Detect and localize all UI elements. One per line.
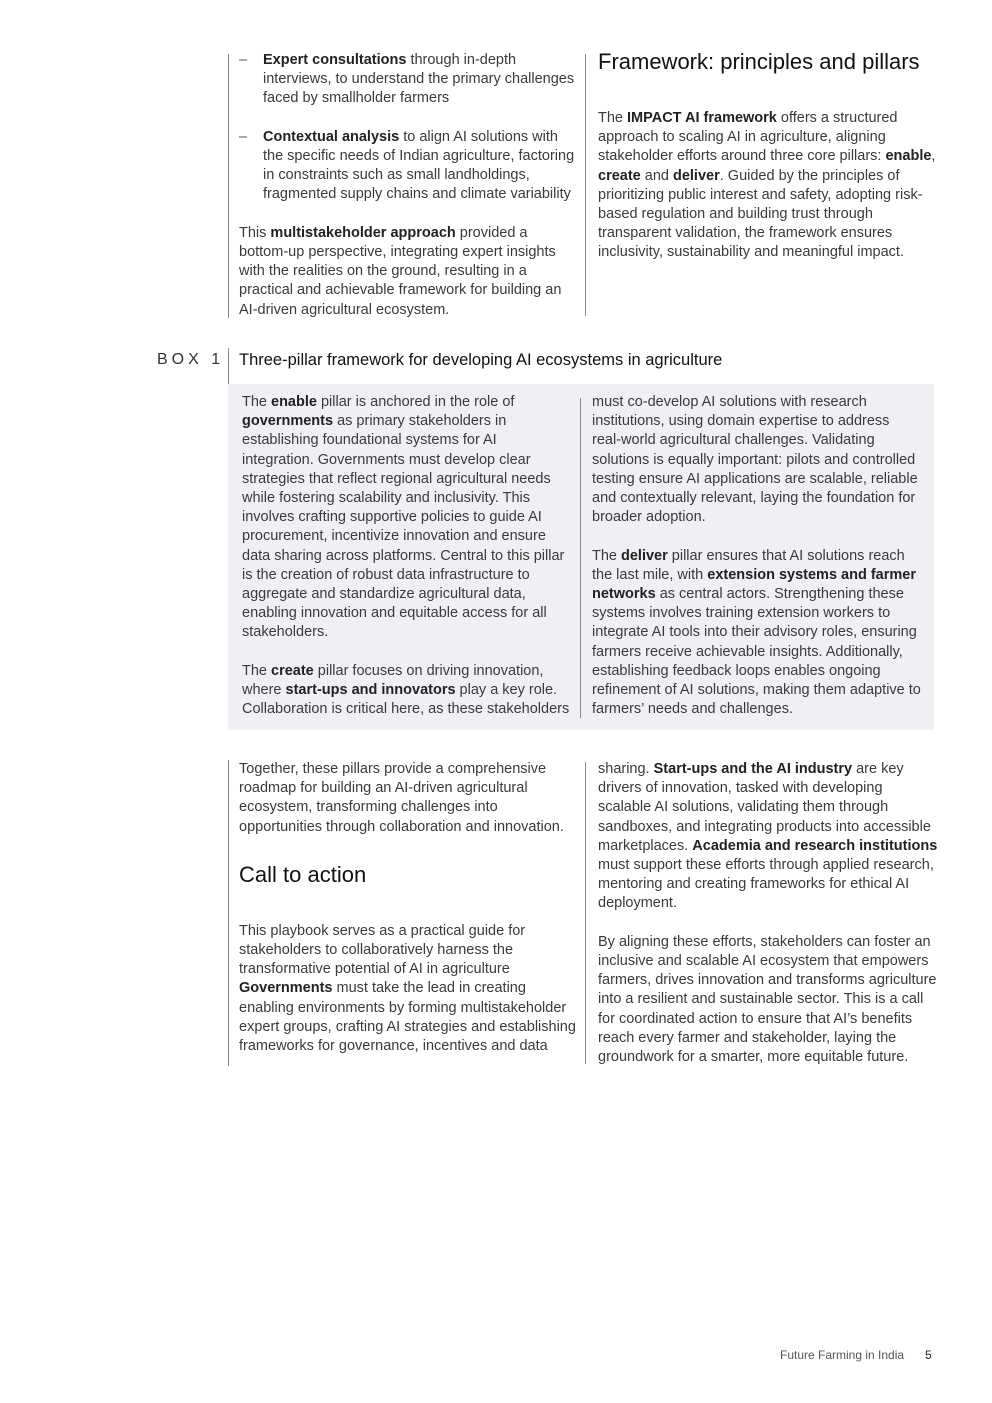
bottom-right-column [598,760,938,1086]
bullet-item: – Contextual analysis to align AI solutions with the specific needs of Indian agriculture, factoring in constraints such as small landholdings, fragmented supply chains and climate variability [239,128,575,203]
playbook-paragraph: This playbook serves as a practical guide for stakeholders to collaboratively harness the transformative potential of AI in agriculture Governments must take the lead in creating enabling environments by forming multistakeholder expert groups, crafting AI strategies and establishing frameworks for governance, incentives and data [239,922,576,1055]
enable-paragraph: The enable pillar is anchored in the role of governments as primary stakeholders in establishing foundational systems for AI integration. Governments must develop clear strategies that reflect regional agricultural needs while fostering scalability and inclusivity. This involves crafting supportive policies to guide AI procurement, incentivize innovation and ensure data sharing across platforms. Central to this pillar is the creation of robust data infrastructure to aggregate and standardize agricultural data, enabling innovation and equitable access for all stakeholders. [242,394,565,641]
left-rule-top [228,54,229,318]
page-number: 5 [925,1348,932,1362]
box-center-rule [580,398,581,718]
pillars-summary-paragraph: Together, these pillars provide a comprehensive roadmap for building an AI-driven agricultural ecosystem, transforming challenges into opportunities through collaboration and innovation. [239,761,564,835]
footer-title: Future Farming in India [780,1348,905,1362]
center-rule-top [585,54,586,316]
create-paragraph: The create pillar focuses on driving innovation, where start-ups and innovators play a key role. Collaboration is critical here, as these stakeholders [242,662,570,718]
box-title: Three-pillar framework for developing AI ecosystems in agriculture [239,351,723,369]
box-right-column [592,393,922,739]
bullet-item: – Expert consultations through in-depth interviews, to understand the primary challenges faced by smallholder farmers [239,52,575,107]
top-left-column [239,51,577,339]
framework-heading: Framework: principles and pillars [598,49,920,74]
box-label: BOX 1 [157,351,225,368]
framework-paragraph: The IMPACT AI framework offers a structured approach to scaling AI in agriculture, aligning stakeholder efforts around three core pillars: enable, create and deliver. Guided by the principles of prioritizing public interest and safety, adopting risk-based regulation and building trust through transparent validation, the framework ensures inclusivity, sustainability and meaningful impact. [598,110,936,261]
left-rule-bottom [228,760,229,1066]
stakeholders-paragraph: sharing. Start-ups and the AI industry are key drivers of innovation, tasked with developing scalable AI solutions, validating them through sandboxes, and integrating products into accessible marketplaces. Academia and research institutions must support these efforts through applied research, mentoring and creating frameworks for ethical AI deployment. [598,761,938,912]
closing-paragraph: By aligning these efforts, stakeholders can foster an inclusive and scalable AI ecosystem that empowers farmers, drives innovation and transforms agriculture into a resilient and sustainable sector. This is a call for coordinated action to ensure that AI’s benefits reach every farmer and stakeholder, laying the groundwork for a smarter, more equitable future. [598,933,937,1066]
center-rule-bottom [585,762,586,1064]
deliver-paragraph: The deliver pillar ensures that AI solutions reach the last mile, with extension systems and farmer networks as central actors. Strengthening these systems involves training extension workers to integrate AI tools into their advisory roles, ensuring farmers receive achievable insights. Additionally, establishing feedback loops enables ongoing refinement of AI solutions, making them adaptive to farmers’ needs and challenges. [592,547,921,718]
bottom-left-column [239,760,577,1075]
top-right-column [598,48,938,282]
approach-paragraph: This multistakeholder approach provided a bottom-up perspective, integrating expert insights with the realities on the ground, resulting in a practical and achievable framework for building an AI-driven agricultural ecosystem. [239,224,562,318]
call-to-action-heading: Call to action [239,861,367,887]
create-continued-paragraph: must co-develop AI solutions with research institutions, using domain expertise to address real-world agricultural challenges. Validating solutions is equally important: pilots and controlled testing ensure AI applications are scalable, reliable and contextually relevant, laying the foundation for broader adoption. [592,394,918,526]
box-left-column [242,393,572,739]
